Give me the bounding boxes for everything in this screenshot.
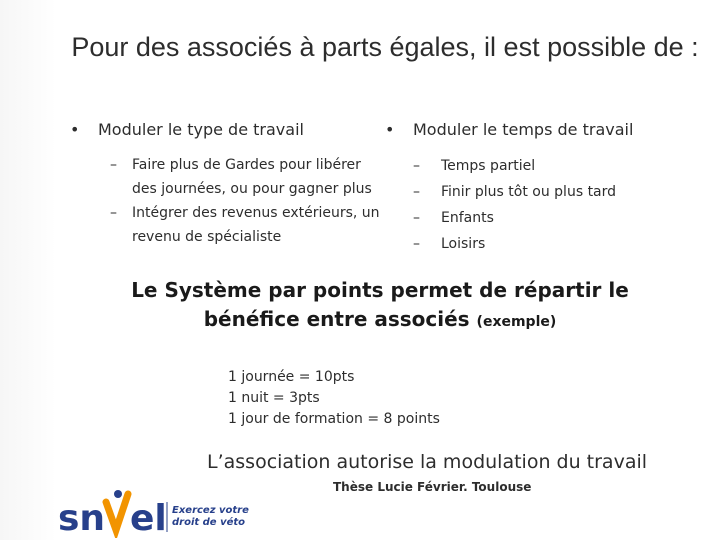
list-item-text: Faire plus de Gardes pour libérer des journées, ou pour gagner plus — [132, 157, 372, 197]
list-item-text: Temps partiel — [441, 158, 536, 174]
list-item-text: Finir plus tôt ou plus tard — [441, 184, 617, 200]
source-credit: Thèse Lucie Février. Toulouse — [333, 480, 532, 494]
dash-marker: – — [413, 236, 420, 252]
logo-tagline-2: droit de véto — [172, 517, 246, 528]
slide-title: Pour des associés à parts égales, il est possible de : — [71, 32, 699, 62]
dash-marker: – — [413, 210, 420, 226]
list-item — [413, 153, 715, 179]
bullet-dot: • — [385, 120, 395, 139]
points-list — [228, 367, 440, 430]
points-line: 1 nuit = 3pts — [228, 390, 320, 406]
list-item — [413, 205, 715, 231]
list-item — [110, 153, 390, 201]
dash-marker: – — [110, 157, 117, 173]
logo-dot — [114, 490, 122, 498]
snvel-logo — [56, 480, 266, 538]
bullet-label: Moduler le temps de travail — [413, 120, 634, 139]
bullet-label: Moduler le type de travail — [98, 120, 304, 139]
list-item-text: Intégrer des revenus extérieurs, un revenu de spécialiste — [132, 205, 380, 245]
headline-text: Le Système par points permet de répartir le bénéfice entre associés — [131, 278, 629, 331]
headline-note: (exemple) — [476, 314, 557, 330]
bullet-type-travail — [70, 120, 390, 139]
left-column — [70, 120, 390, 249]
list-item — [110, 201, 390, 249]
modulation-statement: L’association autorise la modulation du travail — [207, 451, 648, 473]
left-gradient-bar — [0, 0, 56, 540]
points-line: 1 jour de formation = 8 points — [228, 411, 440, 427]
dash-marker: – — [110, 205, 117, 221]
dash-marker: – — [413, 184, 420, 200]
list-item — [413, 231, 715, 257]
list-item-text: Enfants — [441, 210, 494, 226]
sub-list — [110, 153, 390, 249]
points-line: 1 journée = 10pts — [228, 369, 355, 385]
points-system-headline — [95, 276, 665, 337]
logo-text-el: el — [130, 498, 167, 538]
logo-text-sn: sn — [58, 498, 106, 538]
logo-tagline-1: Exercez votre — [172, 505, 249, 516]
right-column — [385, 120, 715, 257]
list-item — [413, 179, 715, 205]
dash-marker: – — [413, 158, 420, 174]
list-item-text: Loisirs — [441, 236, 486, 252]
bullet-dot: • — [70, 120, 80, 139]
bullet-temps-travail — [385, 120, 715, 139]
sub-list — [413, 153, 715, 257]
logo-v-mark — [106, 494, 128, 530]
